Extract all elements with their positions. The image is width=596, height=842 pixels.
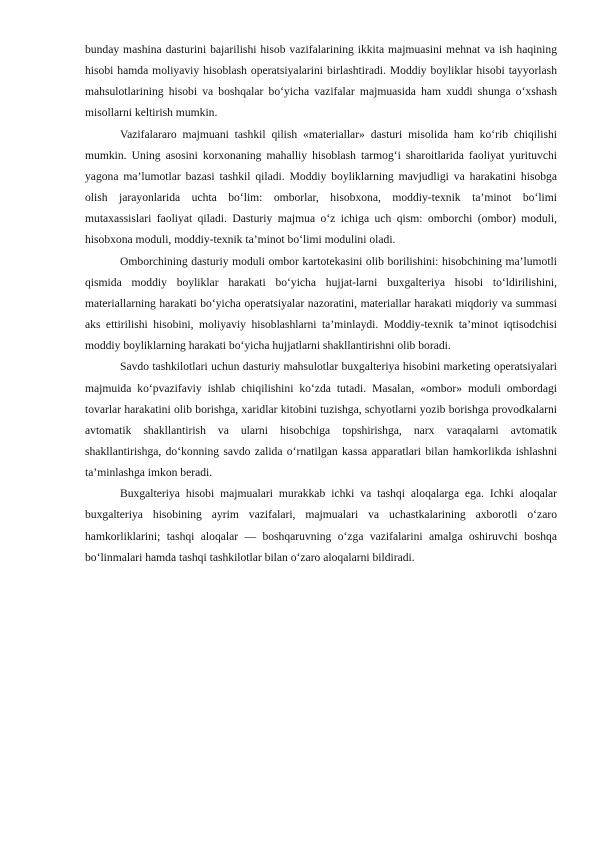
document-page — [85, 39, 557, 568]
paragraph-continuation: bunday mashina dasturini bajarilishi hisob vazifalarining ikkita majmuasini mehnat va ish haqining hisobi hamda moliyaviy hisoblash operatsiyalarini birlashtiradi. Moddiy boyliklar hisobi tayyorlash mahsulotlarining hisobi va boshqalar bo‘yicha vazifalar majmuasida ham xuddi shunga o‘xshash misollarni keltirish mumkin. — [85, 43, 557, 120]
paragraph-trade-organizations: Savdo tashkilotlari uchun dasturiy mahsulotlar buxgalteriya hisobini marketing operatsiyalari majmuida ko‘pvazifaviy ishlab chiqilishini ko‘zda tutadi. Masalan, «ombor» moduli ombordagi tovarlar harakatini olib borishga, xaridlar kitobini tuzishga, schyotlarni yozib borishga provodkalarni avtomatik shakllantirish va ularni hisobchiga topshirishga, narx varaqalarni avtomatik shakllantirishga, do‘konning savdo zalida o‘rnatilgan kassa apparatlari bilan hamkorlikda ishlashni ta’minlashga imkon beradi. — [85, 360, 557, 480]
paragraph-storekeeper-module: Omborchining dasturiy moduli ombor kartotekasini olib borilishini: hisobchining ma’lumotli qismida moddiy boyliklar harakati bo‘yicha hujjat-larni buxgalteriya hisobi to‘ldirilishini, materiallarning harakati bo‘yicha operatsiyalar nazoratini, materiallar harakati miqdoriy va summasi aks ettirilishi hisobini, moliyaviy hisoblashlarni ta’minlaydi. Moddiy-texnik ta’minot iqtisodchisi moddiy boyliklarning harakati bo‘yicha hujjatlarni shakllantirishni olib boradi. — [85, 254, 557, 353]
paragraph-accounting-links: Buxgalteriya hisobi majmualari murakkab ichki va tashqi aloqalarga ega. Ichki aloqalar buxgalteriya hisobining ayrim vazifalari, majmualari va uchastkalarining axborotli o‘zaro hamkorliklarini; tashqi aloqalar — boshqaruvning o‘zga vazifalarini amalga oshiruvchi boshqa bo‘linmalari hamda tashqi tashkilotlar bilan o‘zaro aloqalarni bildiradi. — [85, 487, 557, 564]
paragraph-materials-program: Vazifalararo majmuani tashkil qilish «materiallar» dasturi misolida ham ko‘rib chiqilishi mumkin. Uning asosini korxonaning mahalliy hisoblash tarmog‘i sharoitlarida faoliyat yurituvchi yagona ma’lumotlar bazasi tashkil qiladi. Moddiy boyliklarning mavjudligi va harakatini hisobga olish jarayonlarida uchta bo‘lim: omborlar, hisobxona, moddiy-texnik ta’minot bo‘limi mutaxassislari faoliyat qiladi. Dasturiy majmua o‘z ichiga uch qism: omborchi (ombor) moduli, hisobxona moduli, moddiy-texnik ta’minot bo‘limi modulini oladi. — [85, 127, 557, 247]
